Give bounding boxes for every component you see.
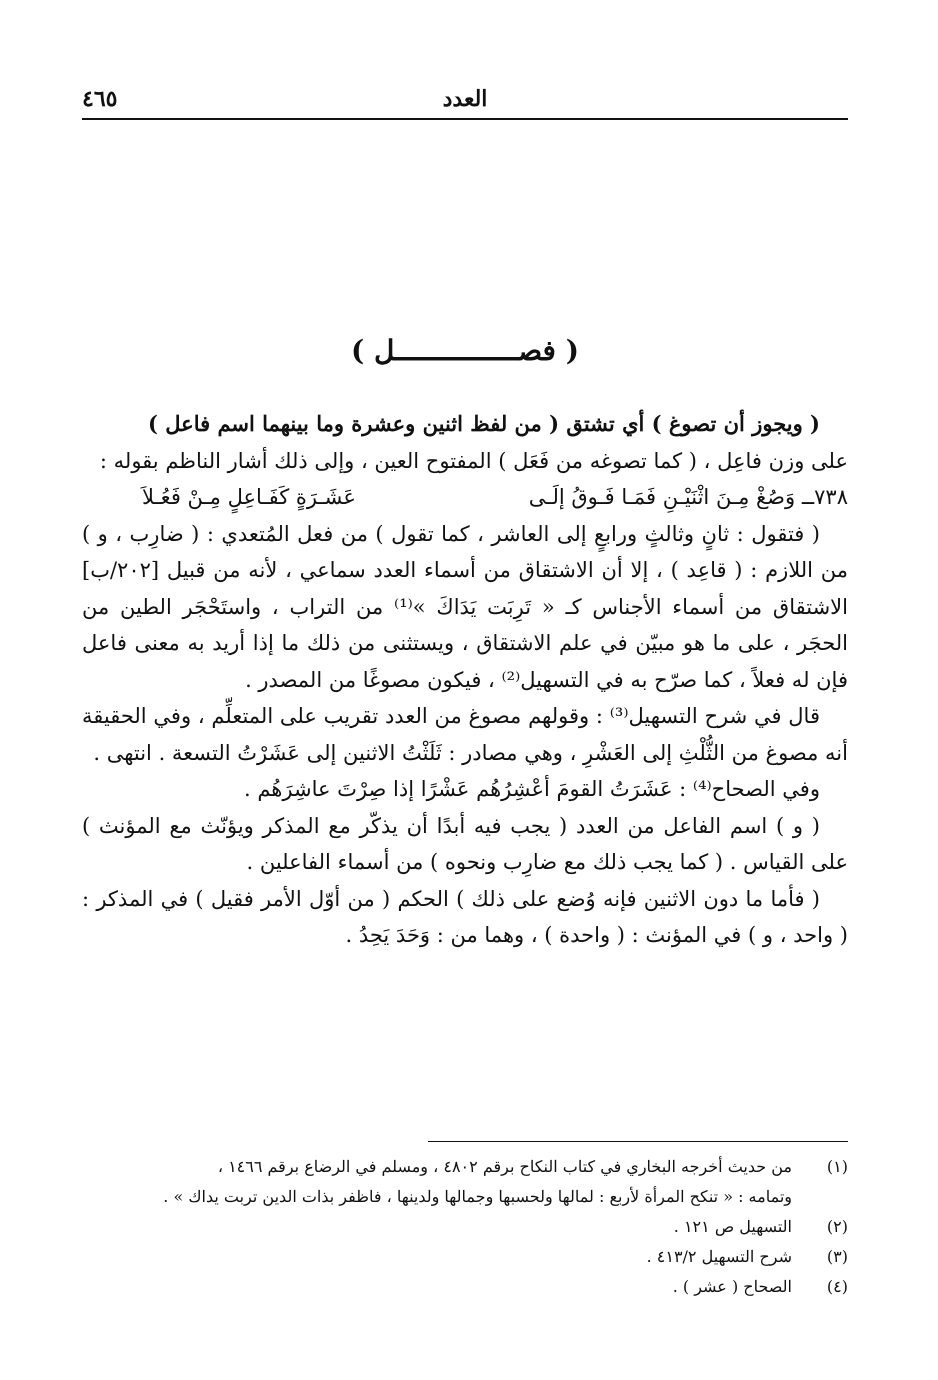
paragraph: ( فتقول : ثانٍ وثالثٍ ورابعٍ إلى العاشر ، كما تقول ) من فعل المُتعدي : ( ضارِب ، و ) من اللازم : ( قاعِد ) ، إلا أن الاشتقاق من أسماء العدد سماعي ، لأنه من قبيل [٢٠٢/ب] الاشتقاق من أسماء الأجناس كـ « تَرِبَت يَدَاكَ »⁽¹⁾ من التراب ، واستَحْجَر الطين من الحجَر ، على ما هو مبيّن في علم الاشتقاق ، ويستثنى من ذلك ما إذا أريد به معنى فاعل فإن له فعلاً ، كما صرّح به في التسهيل⁽²⁾ ، فيكون مصوغًا من المصدر . [82,521,848,692]
footnote-number: (٢) [826,1217,848,1236]
footnote [82,1152,848,1182]
footnote-separator [428,1141,848,1142]
book-page [82,0,848,1380]
footnote-number: (١) [826,1157,848,1176]
verse-first-hemistich [529,479,848,516]
running-header [82,84,848,120]
main-text [82,406,848,954]
footnote [82,1212,848,1242]
footnote [82,1242,848,1272]
verse-first-text: وَصُغْ مِـنَ اثْنَيْـنِ فَمَـا فَـوقُ إلَـى [528,485,796,509]
footnote-text: شرح التسهيل ٤١٣/٢ . [646,1247,792,1266]
paragraph: ( فأما ما دون الاثنين فإنه وُضع على ذلك ) الحكم ( من أوّل الأمر فقيل ) في المذكر : ( واحد ، و ) في المؤنث : ( واحدة ) ، وهما من : وَحَدَ يَحِدُ . [82,886,848,947]
verse-line [82,479,848,516]
page-number: ٤٦٥ [82,86,118,112]
verse-second-hemistich: عَشَـرَةٍ كَفَـاعِلٍ مِـنْ فَعُـلاَ [142,485,356,509]
footnote-number: (٤) [826,1277,848,1296]
footnote-continuation: وتمامه : « تنكح المرأة لأربع : لمالها ولحسبها وجمالها ولدينها ، فاظفر بذات الدين تربت يداك » . [163,1187,792,1206]
paragraph: على وزن فاعِل ، ( كما تصوغه من فَعَل ) المفتوح العين ، وإلى ذلك أشار الناظم بقوله : [99,448,848,473]
paragraph: ( و ) اسم الفاعل من العدد ( يجب فيه أبدًا أن يذكّر مع المذكر ويؤنّث مع المؤنث ) على القياس . ( كما يجب ذلك مع ضارِب ونحوه ) من أسماء الفاعلين . [82,813,848,874]
footnote [82,1272,848,1302]
paragraph: قال في شرح التسهيل⁽³⁾ : وقولهم مصوغ من العدد تقريب على المتعلِّم ، وفي الحقيقة أنه مصوغ من الثُّلْثِ إلى العَشْرِ ، وهي مصادر : ثَلَثْتُ الاثنين إلى عَشَرْتُ التسعة . انتهى . [82,704,848,765]
footnote-text: التسهيل ص ١٢١ . [673,1217,792,1236]
paragraph: ( ويجوز أن تصوغ ) أي تشتق ( من لفظ اثنين وعشرة وما بينهما اسم فاعل ) [148,411,820,436]
section-title: ( فصـــــــــــــــل ) [351,334,579,367]
verse-number: ٧٣٨ــ [801,485,848,509]
footnote-text: الصحاح ( عشر ) . [672,1277,792,1296]
header-title: العدد [442,86,488,112]
footnotes [82,1152,848,1302]
paragraph: وفي الصحاح⁽⁴⁾ : عَشَرَتُ القومَ أعْشِرُهُم عَشْرًا إذا صِرْتَ عاشِرَهُم . [243,777,820,801]
footnote-number: (٣) [826,1247,848,1266]
footnote-text: من حديث أخرجه البخاري في كتاب النكاح برقم ٤٨٠٢ ، ومسلم في الرضاع برقم ١٤٦٦ ، [217,1157,792,1176]
